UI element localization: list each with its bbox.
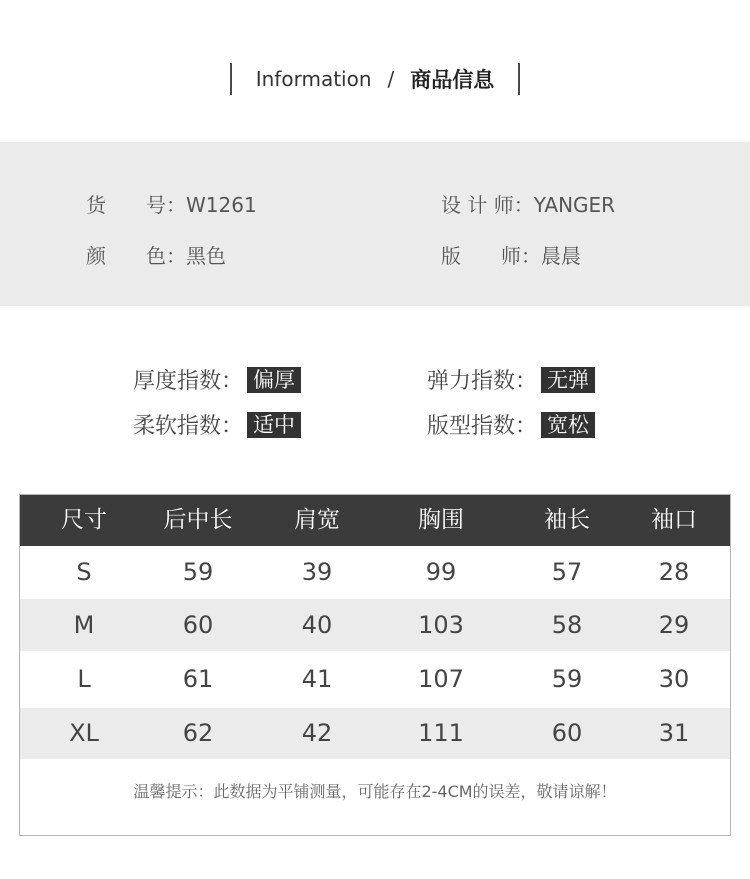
color-value: 黑色 — [186, 244, 226, 268]
cell-size: L — [77, 665, 91, 693]
right-divider-bar — [518, 63, 520, 95]
header-chest: 胸围 — [418, 507, 464, 533]
thickness-index — [133, 364, 301, 395]
cell-cuff: 28 — [658, 558, 690, 586]
fit-tag: 宽松 — [541, 412, 595, 438]
cell-chest: 99 — [425, 558, 457, 586]
header-sleeve-length: 袖长 — [544, 507, 590, 533]
title-chinese: 商品信息 — [410, 68, 495, 92]
cell-size: XL — [69, 719, 99, 747]
size-table — [19, 494, 731, 836]
table-row — [20, 651, 730, 708]
cell-sleeve-length: 60 — [551, 719, 583, 747]
left-divider-bar — [230, 63, 232, 95]
fit-label: 版型指数： — [427, 414, 538, 439]
size-table-header — [20, 495, 730, 546]
softness-index — [133, 409, 301, 440]
cell-back-length: 61 — [182, 665, 214, 693]
cell-shoulder: 42 — [301, 719, 333, 747]
measurement-note: 温馨提示：此数据为平铺测量，可能存在2-4CM的误差，敬请谅解！ — [133, 782, 617, 801]
table-row — [20, 599, 730, 651]
softness-tag: 适中 — [247, 412, 301, 438]
table-row — [20, 708, 730, 759]
thickness-tag: 偏厚 — [247, 367, 301, 393]
fit-index — [427, 409, 595, 440]
cell-cuff: 30 — [658, 665, 690, 693]
cell-chest: 111 — [418, 719, 464, 747]
cell-back-length: 60 — [182, 611, 214, 639]
softness-label: 柔软指数： — [133, 414, 244, 439]
cell-sleeve-length: 59 — [551, 665, 583, 693]
elasticity-index — [427, 364, 595, 395]
designer-value: YANGER — [533, 193, 616, 217]
header-back-length: 后中长 — [163, 507, 233, 533]
designer-field — [441, 189, 615, 218]
designer-label: 设 计 师： — [441, 193, 534, 217]
header-shoulder: 肩宽 — [294, 507, 340, 533]
color-label: 颜 色： — [86, 244, 186, 268]
cell-sleeve-length: 58 — [551, 611, 583, 639]
cell-back-length: 59 — [182, 558, 214, 586]
elasticity-label: 弹力指数： — [427, 369, 538, 394]
pattern-maker-field — [441, 240, 581, 269]
cell-shoulder: 39 — [301, 558, 333, 586]
cell-cuff: 29 — [658, 611, 690, 639]
header-cuff: 袖口 — [651, 507, 697, 533]
cell-chest: 107 — [418, 665, 464, 693]
table-row — [20, 546, 730, 599]
elasticity-tag: 无弹 — [541, 367, 595, 393]
pattern-maker-label: 版 师： — [441, 244, 541, 268]
header-size: 尺寸 — [61, 507, 107, 533]
cell-sleeve-length: 57 — [551, 558, 583, 586]
cell-shoulder: 40 — [301, 611, 333, 639]
section-header — [0, 62, 750, 96]
thickness-label: 厚度指数： — [133, 369, 244, 394]
pattern-maker-value: 晨晨 — [541, 244, 581, 268]
cell-shoulder: 41 — [301, 665, 333, 693]
title-separator: / — [387, 67, 395, 91]
cell-back-length: 62 — [182, 719, 214, 747]
cell-cuff: 31 — [658, 719, 690, 747]
item-number-value: W1261 — [186, 193, 257, 217]
cell-size: M — [73, 611, 95, 639]
cell-chest: 103 — [418, 611, 464, 639]
header-title — [256, 64, 495, 94]
item-number-label: 货 号： — [86, 193, 186, 217]
cell-size: S — [76, 558, 92, 586]
color-field — [86, 240, 226, 269]
item-number-field — [86, 189, 257, 218]
title-english: Information — [255, 67, 372, 91]
product-info-panel — [0, 142, 750, 306]
